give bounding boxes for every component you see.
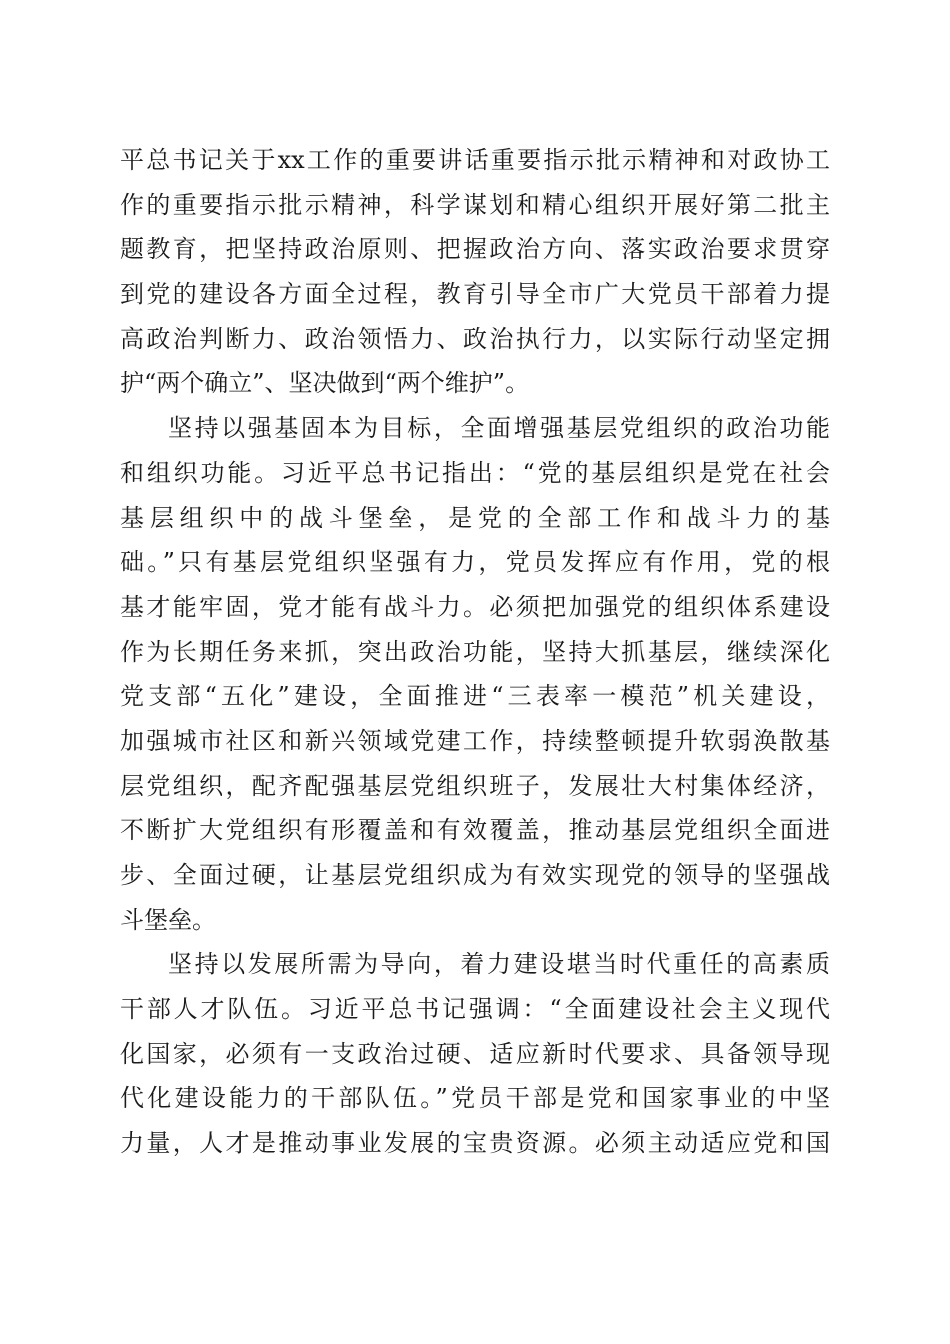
text-line: 题教育，把坚持政治原则、把握政治方向、落实政治要求贯穿 — [120, 235, 830, 264]
text-line: 代化建设能力的干部队伍。”党员干部是党和国家事业的中坚 — [120, 1084, 830, 1113]
text-line: 护“两个确立”、坚决做到“两个维护”。 — [120, 369, 530, 398]
text-line: 斗堡垒。 — [120, 905, 216, 934]
text-line: 作为长期任务来抓，突出政治功能，坚持大抓基层，继续深化 — [120, 637, 830, 666]
text-line: 基才能牢固，党才能有战斗力。必须把加强党的组织体系建设 — [120, 592, 830, 621]
text-line: 平总书记关于xx工作的重要讲话重要指示批示精神和对政协工 — [120, 146, 830, 174]
text-line: 不断扩大党组织有形覆盖和有效覆盖，推动基层党组织全面进 — [120, 816, 830, 845]
text-line: 步、全面过硬，让基层党组织成为有效实现党的领导的坚强战 — [120, 861, 830, 889]
text-line: 力量，人才是推动事业发展的宝贵资源。必须主动适应党和国 — [120, 1129, 830, 1158]
paragraph-first-line: 坚持以发展所需为导向，着力建设堪当时代重任的高素质 — [168, 950, 830, 979]
text-line: 党支部“五化”建设，全面推进“三表率一模范”机关建设， — [120, 682, 830, 711]
paragraph-first-line: 坚持以强基固本为目标，全面增强基层党组织的政治功能 — [168, 414, 830, 443]
text-line: 化国家，必须有一支政治过硬、适应新时代要求、具备领导现 — [120, 1039, 830, 1068]
text-line: 到党的建设各方面全过程，教育引导全市广大党员干部着力提 — [120, 280, 830, 309]
text-line: 层党组织，配齐配强基层党组织班子，发展壮大村集体经济， — [120, 771, 830, 800]
text-line: 加强城市社区和新兴领域党建工作，持续整顿提升软弱涣散基 — [120, 726, 830, 755]
document-body — [120, 138, 830, 1166]
text-line: 基层组织中的战斗堡垒，是党的全部工作和战斗力的基 — [120, 503, 830, 532]
text-line: 高政治判断力、政治领悟力、政治执行力，以实际行动坚定拥 — [120, 324, 830, 353]
text-line: 作的重要指示批示精神，科学谋划和精心组织开展好第二批主 — [120, 190, 830, 219]
text-line: 和组织功能。习近平总书记指出：“党的基层组织是党在社会 — [120, 458, 830, 487]
text-line: 干部人才队伍。习近平总书记强调：“全面建设社会主义现代 — [120, 995, 830, 1024]
text-line: 础。”只有基层党组织坚强有力，党员发挥应有作用，党的根 — [120, 548, 830, 577]
